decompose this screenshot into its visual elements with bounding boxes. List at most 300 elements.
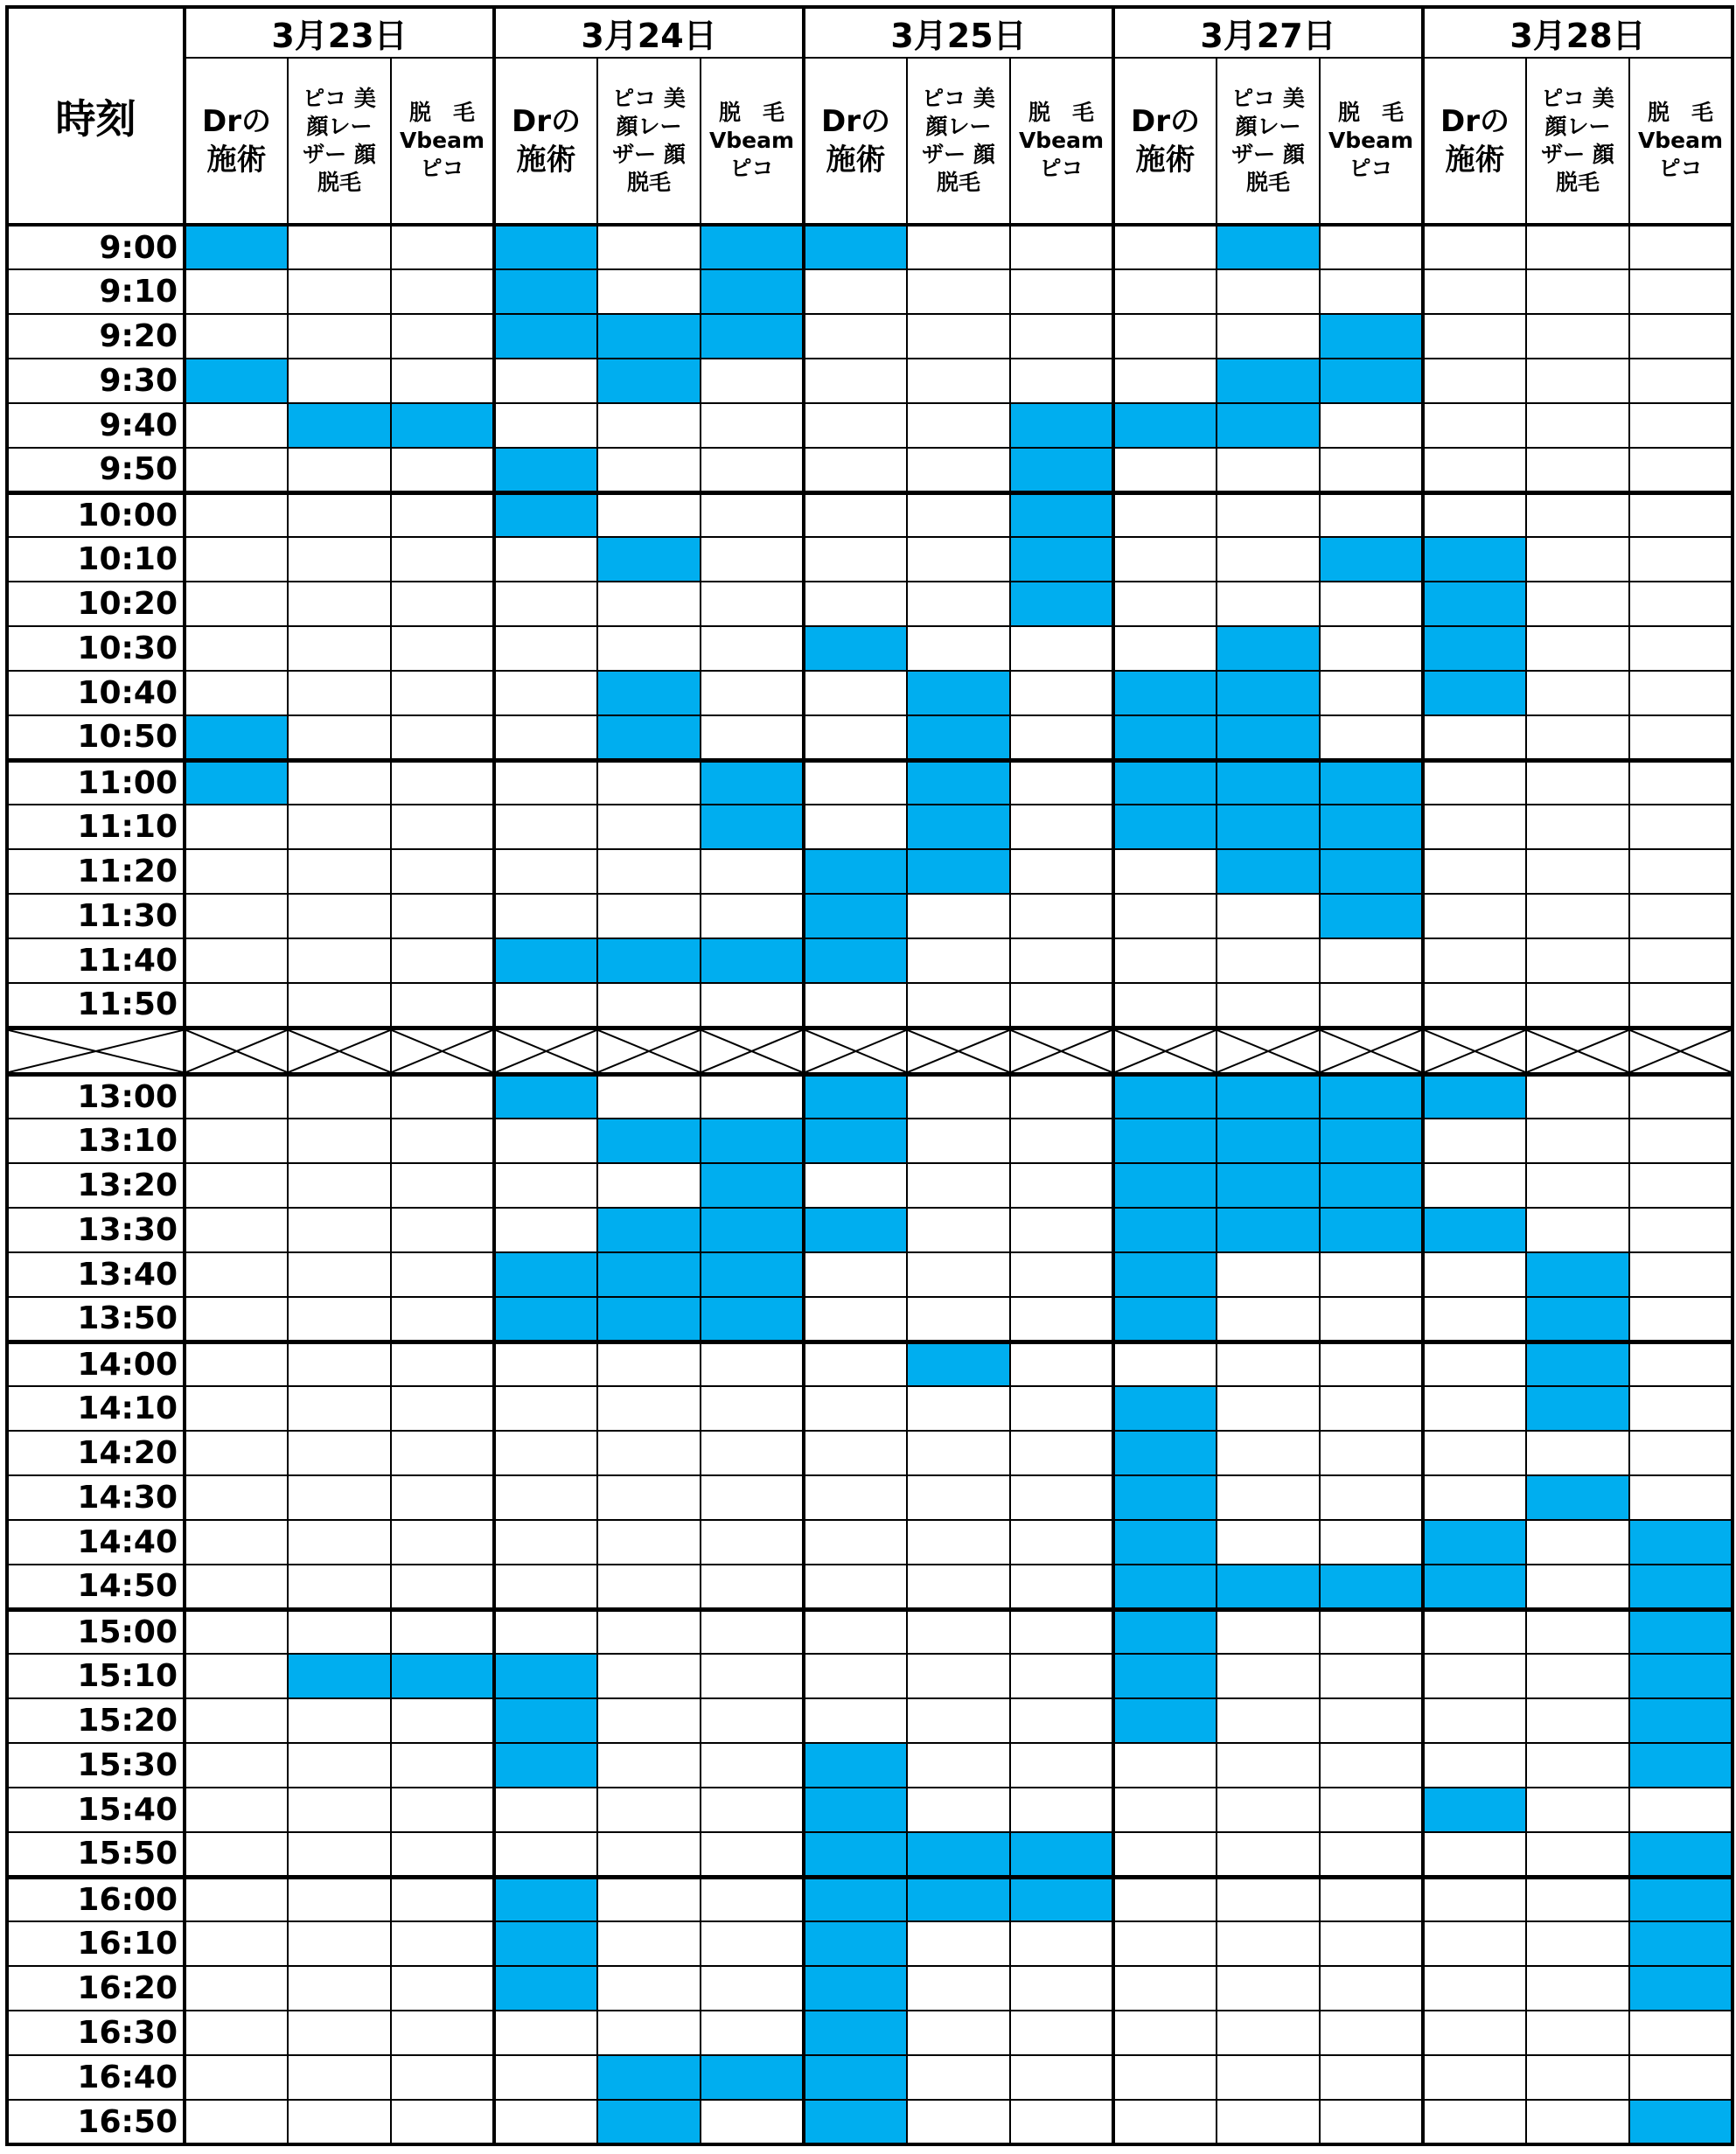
- booked-slot[interactable]: [597, 1119, 701, 1163]
- free-slot[interactable]: [1629, 938, 1733, 983]
- booked-slot[interactable]: [494, 314, 597, 359]
- free-slot[interactable]: [1423, 225, 1526, 269]
- free-slot[interactable]: [391, 225, 494, 269]
- booked-slot[interactable]: [494, 1252, 597, 1297]
- free-slot[interactable]: [1526, 671, 1629, 715]
- free-slot[interactable]: [804, 1520, 907, 1565]
- booked-slot[interactable]: [1320, 1208, 1423, 1252]
- free-slot[interactable]: [1320, 715, 1423, 760]
- booked-slot[interactable]: [1526, 1342, 1629, 1386]
- free-slot[interactable]: [1010, 1921, 1113, 1966]
- booked-slot[interactable]: [1423, 1208, 1526, 1252]
- free-slot[interactable]: [907, 938, 1010, 983]
- free-slot[interactable]: [1217, 1386, 1320, 1431]
- free-slot[interactable]: [1526, 894, 1629, 938]
- booked-slot[interactable]: [701, 1163, 804, 1208]
- free-slot[interactable]: [1010, 1342, 1113, 1386]
- free-slot[interactable]: [1526, 403, 1629, 448]
- free-slot[interactable]: [1629, 894, 1733, 938]
- free-slot[interactable]: [701, 1475, 804, 1520]
- free-slot[interactable]: [494, 2055, 597, 2100]
- free-slot[interactable]: [288, 582, 391, 626]
- free-slot[interactable]: [1320, 2055, 1423, 2100]
- booked-slot[interactable]: [1526, 1475, 1629, 1520]
- free-slot[interactable]: [907, 1743, 1010, 1788]
- free-slot[interactable]: [701, 1431, 804, 1475]
- free-slot[interactable]: [1010, 805, 1113, 849]
- free-slot[interactable]: [1629, 492, 1733, 537]
- free-slot[interactable]: [1010, 849, 1113, 894]
- free-slot[interactable]: [185, 1163, 288, 1208]
- booked-slot[interactable]: [1113, 1074, 1217, 1119]
- free-slot[interactable]: [701, 492, 804, 537]
- free-slot[interactable]: [1217, 492, 1320, 537]
- free-slot[interactable]: [1629, 537, 1733, 582]
- free-slot[interactable]: [1010, 1698, 1113, 1743]
- free-slot[interactable]: [1217, 2011, 1320, 2055]
- free-slot[interactable]: [804, 1297, 907, 1342]
- free-slot[interactable]: [1217, 1832, 1320, 1877]
- booked-slot[interactable]: [1217, 1163, 1320, 1208]
- free-slot[interactable]: [1526, 760, 1629, 805]
- booked-slot[interactable]: [804, 849, 907, 894]
- free-slot[interactable]: [1629, 1074, 1733, 1119]
- free-slot[interactable]: [391, 1743, 494, 1788]
- free-slot[interactable]: [701, 1921, 804, 1966]
- booked-slot[interactable]: [1423, 1074, 1526, 1119]
- free-slot[interactable]: [1629, 849, 1733, 894]
- booked-slot[interactable]: [701, 938, 804, 983]
- booked-slot[interactable]: [1113, 1119, 1217, 1163]
- free-slot[interactable]: [597, 983, 701, 1028]
- free-slot[interactable]: [1010, 715, 1113, 760]
- free-slot[interactable]: [597, 1921, 701, 1966]
- free-slot[interactable]: [494, 626, 597, 671]
- free-slot[interactable]: [1217, 1966, 1320, 2011]
- free-slot[interactable]: [288, 1565, 391, 1609]
- booked-slot[interactable]: [1113, 671, 1217, 715]
- booked-slot[interactable]: [288, 403, 391, 448]
- free-slot[interactable]: [907, 2100, 1010, 2144]
- free-slot[interactable]: [701, 983, 804, 1028]
- booked-slot[interactable]: [804, 2011, 907, 2055]
- free-slot[interactable]: [1217, 1921, 1320, 1966]
- booked-slot[interactable]: [1320, 359, 1423, 403]
- free-slot[interactable]: [1629, 1119, 1733, 1163]
- free-slot[interactable]: [1320, 1431, 1423, 1475]
- free-slot[interactable]: [701, 359, 804, 403]
- booked-slot[interactable]: [1217, 1208, 1320, 1252]
- free-slot[interactable]: [288, 2100, 391, 2144]
- free-slot[interactable]: [185, 1743, 288, 1788]
- free-slot[interactable]: [185, 314, 288, 359]
- free-slot[interactable]: [1113, 2055, 1217, 2100]
- booked-slot[interactable]: [185, 225, 288, 269]
- booked-slot[interactable]: [1010, 448, 1113, 492]
- booked-slot[interactable]: [1320, 805, 1423, 849]
- free-slot[interactable]: [597, 403, 701, 448]
- free-slot[interactable]: [1629, 269, 1733, 314]
- booked-slot[interactable]: [185, 359, 288, 403]
- booked-slot[interactable]: [1217, 715, 1320, 760]
- free-slot[interactable]: [288, 225, 391, 269]
- free-slot[interactable]: [494, 403, 597, 448]
- free-slot[interactable]: [597, 269, 701, 314]
- free-slot[interactable]: [1526, 2011, 1629, 2055]
- free-slot[interactable]: [391, 1297, 494, 1342]
- free-slot[interactable]: [597, 448, 701, 492]
- free-slot[interactable]: [1217, 1698, 1320, 1743]
- booked-slot[interactable]: [597, 1208, 701, 1252]
- free-slot[interactable]: [391, 2011, 494, 2055]
- free-slot[interactable]: [1423, 1966, 1526, 2011]
- free-slot[interactable]: [1423, 403, 1526, 448]
- free-slot[interactable]: [1010, 1475, 1113, 1520]
- booked-slot[interactable]: [701, 760, 804, 805]
- booked-slot[interactable]: [1217, 1074, 1320, 1119]
- free-slot[interactable]: [185, 1877, 288, 1921]
- free-slot[interactable]: [1423, 359, 1526, 403]
- free-slot[interactable]: [391, 805, 494, 849]
- free-slot[interactable]: [185, 938, 288, 983]
- booked-slot[interactable]: [1629, 1565, 1733, 1609]
- free-slot[interactable]: [701, 1743, 804, 1788]
- free-slot[interactable]: [1113, 269, 1217, 314]
- booked-slot[interactable]: [1113, 1520, 1217, 1565]
- free-slot[interactable]: [701, 403, 804, 448]
- booked-slot[interactable]: [804, 225, 907, 269]
- booked-slot[interactable]: [1113, 715, 1217, 760]
- free-slot[interactable]: [185, 2100, 288, 2144]
- free-slot[interactable]: [1010, 1565, 1113, 1609]
- free-slot[interactable]: [1320, 2100, 1423, 2144]
- free-slot[interactable]: [804, 1431, 907, 1475]
- free-slot[interactable]: [1320, 448, 1423, 492]
- free-slot[interactable]: [907, 1654, 1010, 1698]
- booked-slot[interactable]: [1217, 626, 1320, 671]
- free-slot[interactable]: [1217, 1342, 1320, 1386]
- free-slot[interactable]: [494, 1609, 597, 1654]
- free-slot[interactable]: [494, 359, 597, 403]
- free-slot[interactable]: [597, 760, 701, 805]
- free-slot[interactable]: [185, 1297, 288, 1342]
- booked-slot[interactable]: [1010, 1832, 1113, 1877]
- free-slot[interactable]: [1113, 359, 1217, 403]
- free-slot[interactable]: [1526, 359, 1629, 403]
- free-slot[interactable]: [1320, 1877, 1423, 1921]
- free-slot[interactable]: [1010, 1743, 1113, 1788]
- free-slot[interactable]: [494, 1163, 597, 1208]
- free-slot[interactable]: [391, 1877, 494, 1921]
- booked-slot[interactable]: [1629, 1921, 1733, 1966]
- free-slot[interactable]: [1217, 1252, 1320, 1297]
- free-slot[interactable]: [185, 582, 288, 626]
- free-slot[interactable]: [185, 1788, 288, 1832]
- free-slot[interactable]: [391, 894, 494, 938]
- free-slot[interactable]: [1526, 1743, 1629, 1788]
- free-slot[interactable]: [391, 1565, 494, 1609]
- free-slot[interactable]: [1320, 671, 1423, 715]
- free-slot[interactable]: [804, 537, 907, 582]
- free-slot[interactable]: [1320, 1520, 1423, 1565]
- free-slot[interactable]: [701, 1654, 804, 1698]
- booked-slot[interactable]: [1320, 1163, 1423, 1208]
- free-slot[interactable]: [391, 1074, 494, 1119]
- booked-slot[interactable]: [1629, 1698, 1733, 1743]
- free-slot[interactable]: [1423, 269, 1526, 314]
- free-slot[interactable]: [1526, 1788, 1629, 1832]
- free-slot[interactable]: [391, 314, 494, 359]
- free-slot[interactable]: [1010, 760, 1113, 805]
- free-slot[interactable]: [701, 894, 804, 938]
- free-slot[interactable]: [1217, 1877, 1320, 1921]
- free-slot[interactable]: [597, 626, 701, 671]
- free-slot[interactable]: [185, 849, 288, 894]
- free-slot[interactable]: [907, 1520, 1010, 1565]
- free-slot[interactable]: [1010, 1297, 1113, 1342]
- free-slot[interactable]: [1320, 1743, 1423, 1788]
- free-slot[interactable]: [701, 2011, 804, 2055]
- free-slot[interactable]: [185, 1208, 288, 1252]
- booked-slot[interactable]: [494, 1074, 597, 1119]
- booked-slot[interactable]: [804, 1074, 907, 1119]
- free-slot[interactable]: [1113, 2100, 1217, 2144]
- free-slot[interactable]: [288, 1832, 391, 1877]
- free-slot[interactable]: [185, 448, 288, 492]
- free-slot[interactable]: [597, 1654, 701, 1698]
- free-slot[interactable]: [701, 1386, 804, 1431]
- booked-slot[interactable]: [1113, 1565, 1217, 1609]
- booked-slot[interactable]: [1010, 582, 1113, 626]
- free-slot[interactable]: [1320, 492, 1423, 537]
- free-slot[interactable]: [804, 1342, 907, 1386]
- free-slot[interactable]: [391, 359, 494, 403]
- free-slot[interactable]: [1629, 626, 1733, 671]
- free-slot[interactable]: [185, 983, 288, 1028]
- free-slot[interactable]: [494, 1565, 597, 1609]
- free-slot[interactable]: [804, 359, 907, 403]
- free-slot[interactable]: [1320, 983, 1423, 1028]
- free-slot[interactable]: [185, 671, 288, 715]
- booked-slot[interactable]: [597, 359, 701, 403]
- booked-slot[interactable]: [288, 1654, 391, 1698]
- free-slot[interactable]: [1629, 2011, 1733, 2055]
- booked-slot[interactable]: [1113, 1431, 1217, 1475]
- free-slot[interactable]: [494, 849, 597, 894]
- free-slot[interactable]: [185, 805, 288, 849]
- booked-slot[interactable]: [701, 1252, 804, 1297]
- free-slot[interactable]: [1526, 1208, 1629, 1252]
- free-slot[interactable]: [494, 1431, 597, 1475]
- free-slot[interactable]: [391, 1431, 494, 1475]
- booked-slot[interactable]: [804, 2100, 907, 2144]
- free-slot[interactable]: [597, 1520, 701, 1565]
- free-slot[interactable]: [391, 448, 494, 492]
- free-slot[interactable]: [185, 2011, 288, 2055]
- free-slot[interactable]: [907, 1609, 1010, 1654]
- booked-slot[interactable]: [1217, 359, 1320, 403]
- free-slot[interactable]: [1010, 1252, 1113, 1297]
- free-slot[interactable]: [288, 448, 391, 492]
- booked-slot[interactable]: [1010, 492, 1113, 537]
- free-slot[interactable]: [391, 1342, 494, 1386]
- booked-slot[interactable]: [494, 1297, 597, 1342]
- free-slot[interactable]: [907, 1252, 1010, 1297]
- free-slot[interactable]: [494, 2100, 597, 2144]
- free-slot[interactable]: [1423, 2011, 1526, 2055]
- free-slot[interactable]: [391, 715, 494, 760]
- free-slot[interactable]: [907, 1921, 1010, 1966]
- booked-slot[interactable]: [1423, 626, 1526, 671]
- free-slot[interactable]: [597, 492, 701, 537]
- free-slot[interactable]: [391, 1832, 494, 1877]
- booked-slot[interactable]: [1629, 1832, 1733, 1877]
- free-slot[interactable]: [1423, 1119, 1526, 1163]
- free-slot[interactable]: [185, 492, 288, 537]
- free-slot[interactable]: [701, 1788, 804, 1832]
- free-slot[interactable]: [1113, 1788, 1217, 1832]
- free-slot[interactable]: [1010, 1431, 1113, 1475]
- booked-slot[interactable]: [804, 938, 907, 983]
- free-slot[interactable]: [1629, 403, 1733, 448]
- free-slot[interactable]: [804, 805, 907, 849]
- free-slot[interactable]: [1526, 314, 1629, 359]
- free-slot[interactable]: [597, 1609, 701, 1654]
- free-slot[interactable]: [907, 1074, 1010, 1119]
- free-slot[interactable]: [1423, 1609, 1526, 1654]
- booked-slot[interactable]: [391, 403, 494, 448]
- booked-slot[interactable]: [701, 1208, 804, 1252]
- free-slot[interactable]: [804, 582, 907, 626]
- free-slot[interactable]: [1423, 1163, 1526, 1208]
- booked-slot[interactable]: [1526, 1252, 1629, 1297]
- free-slot[interactable]: [1526, 269, 1629, 314]
- booked-slot[interactable]: [494, 269, 597, 314]
- free-slot[interactable]: [391, 1520, 494, 1565]
- free-slot[interactable]: [1217, 2100, 1320, 2144]
- free-slot[interactable]: [804, 1163, 907, 1208]
- free-slot[interactable]: [1010, 1119, 1113, 1163]
- free-slot[interactable]: [1526, 1119, 1629, 1163]
- booked-slot[interactable]: [1113, 760, 1217, 805]
- free-slot[interactable]: [494, 1788, 597, 1832]
- free-slot[interactable]: [288, 938, 391, 983]
- booked-slot[interactable]: [1423, 1520, 1526, 1565]
- free-slot[interactable]: [1010, 269, 1113, 314]
- free-slot[interactable]: [288, 1386, 391, 1431]
- free-slot[interactable]: [288, 359, 391, 403]
- booked-slot[interactable]: [1629, 1743, 1733, 1788]
- free-slot[interactable]: [288, 671, 391, 715]
- free-slot[interactable]: [701, 1832, 804, 1877]
- booked-slot[interactable]: [701, 314, 804, 359]
- free-slot[interactable]: [494, 805, 597, 849]
- free-slot[interactable]: [288, 849, 391, 894]
- free-slot[interactable]: [907, 359, 1010, 403]
- booked-slot[interactable]: [1113, 805, 1217, 849]
- free-slot[interactable]: [1217, 1788, 1320, 1832]
- free-slot[interactable]: [597, 1565, 701, 1609]
- free-slot[interactable]: [1320, 582, 1423, 626]
- booked-slot[interactable]: [907, 671, 1010, 715]
- free-slot[interactable]: [597, 1877, 701, 1921]
- free-slot[interactable]: [804, 269, 907, 314]
- free-slot[interactable]: [1113, 1342, 1217, 1386]
- free-slot[interactable]: [1526, 1654, 1629, 1698]
- booked-slot[interactable]: [391, 1654, 494, 1698]
- free-slot[interactable]: [1629, 983, 1733, 1028]
- free-slot[interactable]: [1526, 537, 1629, 582]
- booked-slot[interactable]: [494, 225, 597, 269]
- booked-slot[interactable]: [494, 1698, 597, 1743]
- free-slot[interactable]: [1320, 1342, 1423, 1386]
- booked-slot[interactable]: [1629, 1966, 1733, 2011]
- booked-slot[interactable]: [1217, 849, 1320, 894]
- free-slot[interactable]: [1320, 1475, 1423, 1520]
- booked-slot[interactable]: [494, 1877, 597, 1921]
- free-slot[interactable]: [1629, 1386, 1733, 1431]
- free-slot[interactable]: [1423, 2055, 1526, 2100]
- free-slot[interactable]: [1423, 2100, 1526, 2144]
- free-slot[interactable]: [1320, 938, 1423, 983]
- booked-slot[interactable]: [1113, 1163, 1217, 1208]
- free-slot[interactable]: [1320, 1966, 1423, 2011]
- free-slot[interactable]: [288, 1163, 391, 1208]
- free-slot[interactable]: [1629, 448, 1733, 492]
- free-slot[interactable]: [597, 805, 701, 849]
- booked-slot[interactable]: [1217, 1119, 1320, 1163]
- free-slot[interactable]: [1010, 359, 1113, 403]
- free-slot[interactable]: [1423, 1832, 1526, 1877]
- free-slot[interactable]: [185, 626, 288, 671]
- free-slot[interactable]: [185, 1966, 288, 2011]
- booked-slot[interactable]: [1113, 1252, 1217, 1297]
- free-slot[interactable]: [1629, 1163, 1733, 1208]
- booked-slot[interactable]: [907, 715, 1010, 760]
- free-slot[interactable]: [391, 582, 494, 626]
- booked-slot[interactable]: [494, 1743, 597, 1788]
- free-slot[interactable]: [907, 403, 1010, 448]
- free-slot[interactable]: [494, 715, 597, 760]
- free-slot[interactable]: [185, 1074, 288, 1119]
- booked-slot[interactable]: [701, 225, 804, 269]
- free-slot[interactable]: [1010, 2055, 1113, 2100]
- free-slot[interactable]: [907, 314, 1010, 359]
- free-slot[interactable]: [1526, 225, 1629, 269]
- free-slot[interactable]: [1010, 1609, 1113, 1654]
- free-slot[interactable]: [1629, 582, 1733, 626]
- booked-slot[interactable]: [494, 1966, 597, 2011]
- free-slot[interactable]: [288, 1297, 391, 1342]
- free-slot[interactable]: [1526, 1966, 1629, 2011]
- free-slot[interactable]: [288, 1520, 391, 1565]
- free-slot[interactable]: [288, 894, 391, 938]
- free-slot[interactable]: [804, 314, 907, 359]
- free-slot[interactable]: [907, 1119, 1010, 1163]
- booked-slot[interactable]: [494, 1654, 597, 1698]
- free-slot[interactable]: [288, 1119, 391, 1163]
- free-slot[interactable]: [1217, 1654, 1320, 1698]
- free-slot[interactable]: [1629, 1788, 1733, 1832]
- free-slot[interactable]: [1423, 805, 1526, 849]
- free-slot[interactable]: [597, 1832, 701, 1877]
- free-slot[interactable]: [597, 1342, 701, 1386]
- free-slot[interactable]: [907, 448, 1010, 492]
- free-slot[interactable]: [597, 1386, 701, 1431]
- booked-slot[interactable]: [804, 894, 907, 938]
- free-slot[interactable]: [1320, 1788, 1423, 1832]
- free-slot[interactable]: [288, 805, 391, 849]
